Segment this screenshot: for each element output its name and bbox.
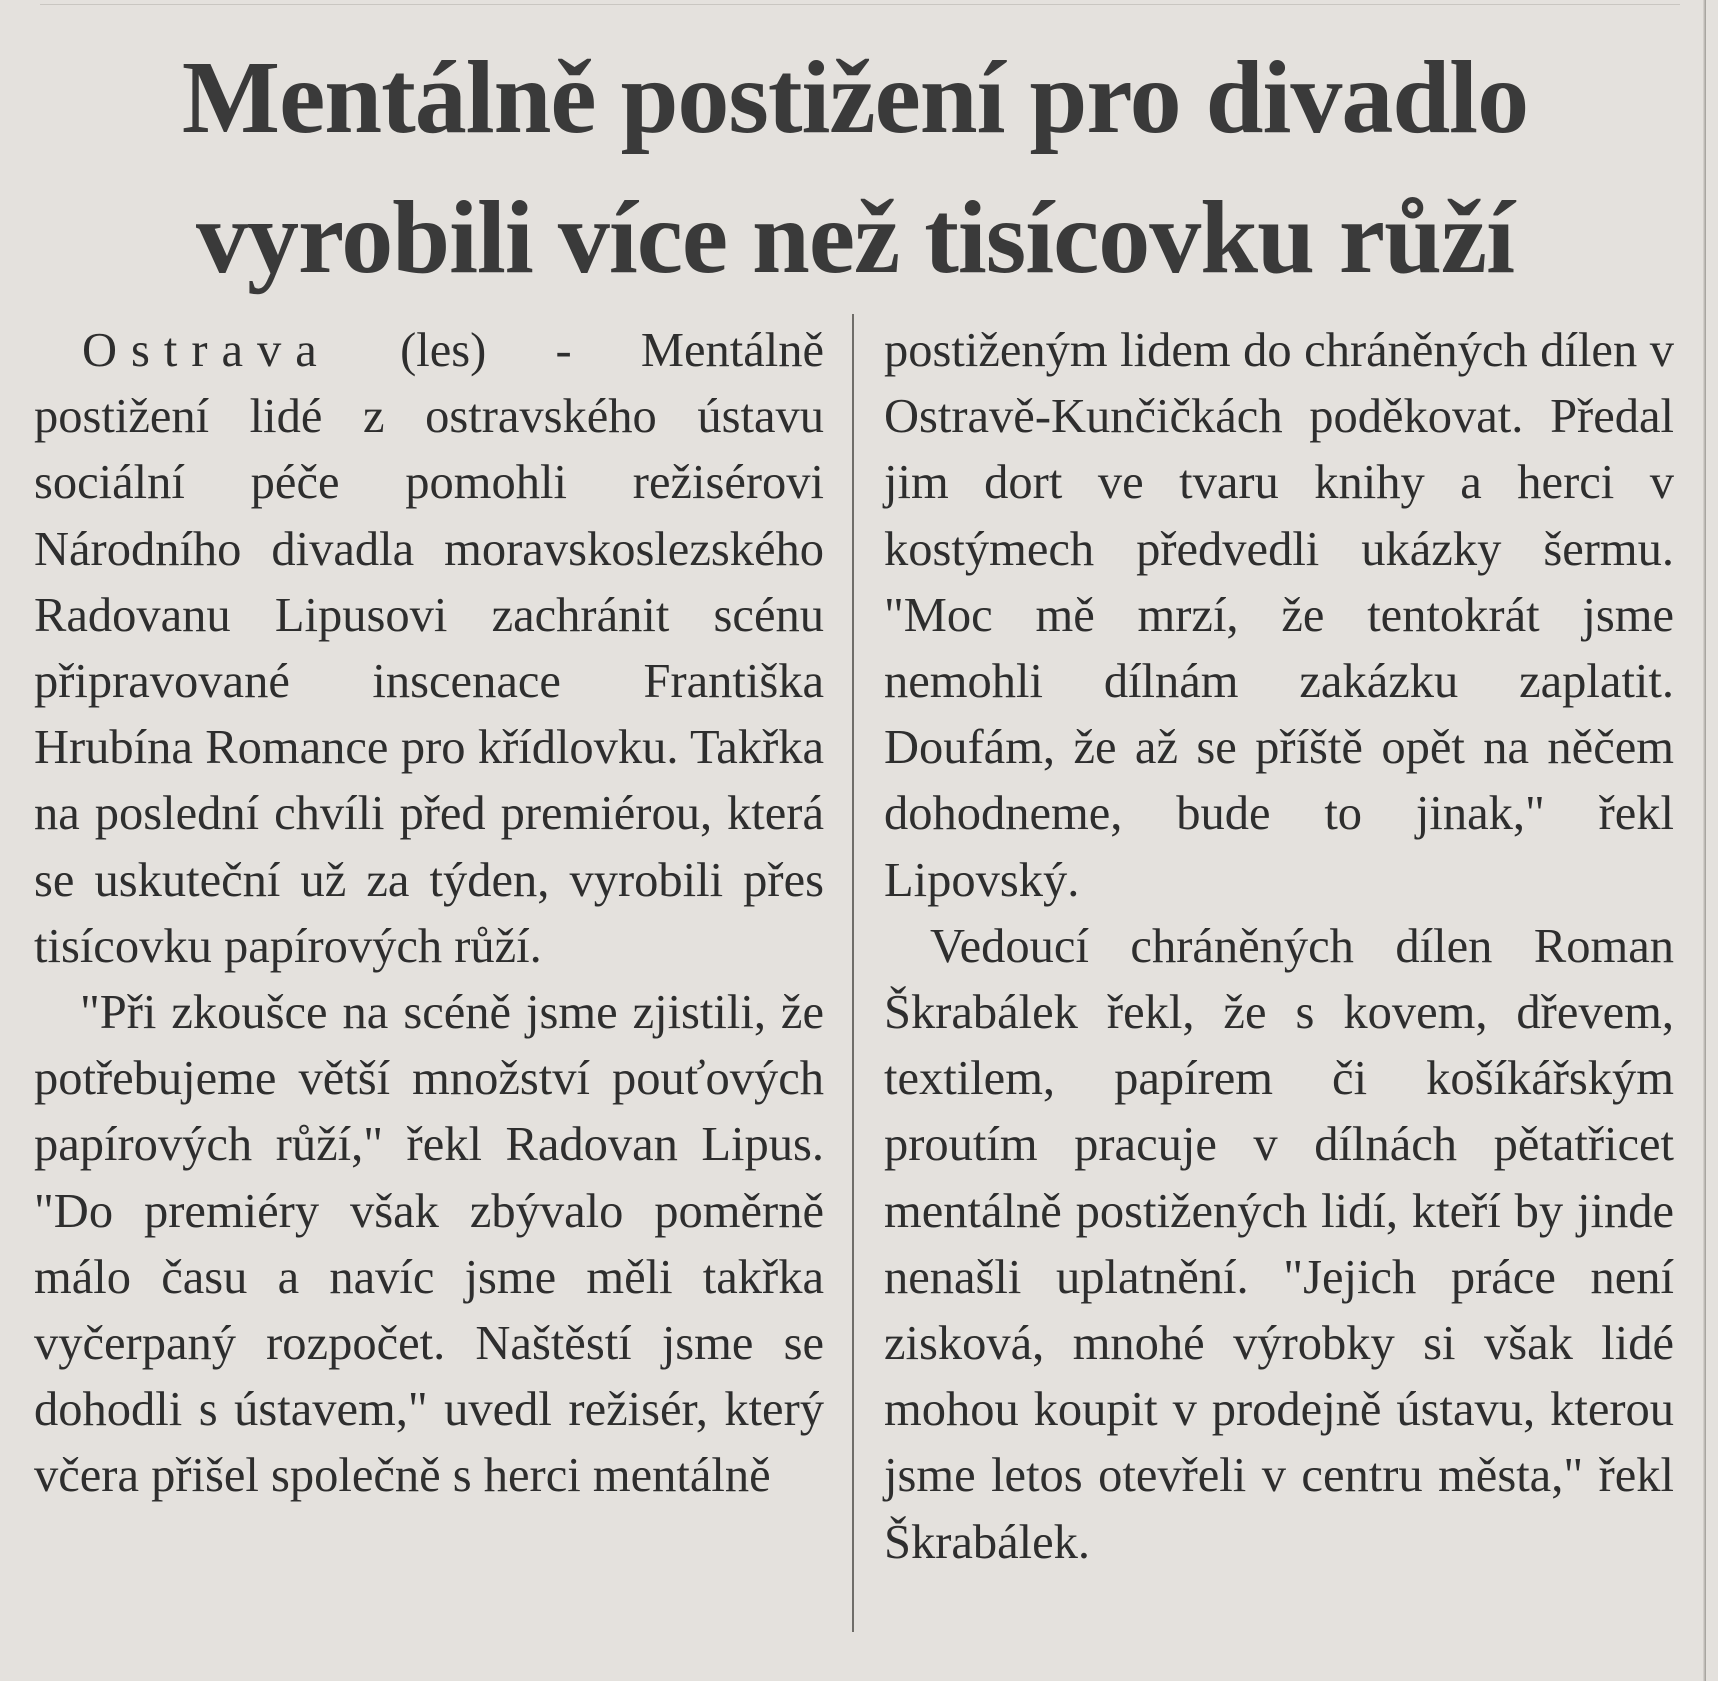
article-paragraph-3: Vedoucí chráněných dílen Roman Škrabálek řekl, že s kovem, dřevem, textilem, papírem či košíkářským proutím pracuje v dílnách pětatřicet mentálně postižených lidí, kteří by jinde nenašli uplatnění. "Jejich práce není zisková, mnohé výrobky si však lidé mohou koupit v prodejně ústavu, kterou jsme letos otevřeli v centru města," řekl Škrabálek. xyxy=(884,919,1674,1569)
article-paragraph-2: "Při zkoušce na scéně jsme zjistili, že potřebujeme větší množství pouťových papírových růží," řekl Radovan Lipus. "Do premiéry však zbývalo poměrně málo času a navíc jsme měli takřka vyčerpaný rozpočet. Naštěstí jsme se dohodli s ústavem," uvedl režisér, který včera přišel společně s herci mentálně xyxy=(34,986,824,1503)
headline-line-1: Mentálně postižení pro divadlo xyxy=(181,40,1529,155)
article-column-left xyxy=(34,318,824,1510)
clipping-right-edge xyxy=(1703,0,1706,1681)
article-headline xyxy=(30,28,1680,308)
article-column-right xyxy=(884,318,1674,1576)
clipping-top-edge xyxy=(40,4,1680,5)
article-paragraph-2-continued: postiženým lidem do chráněných dílen v Ostravě-Kunčičkách poděkovat. Předal jim dort ve tvaru knihy a herci v kostýmech předvedli ukázky šermu. "Moc mě mrzí, že tentokrát jsme nemohli dílnám zakázku zaplatit. Doufám, že až se příště opět na něčem dohodneme, bude to jinak," řekl Lipovský. xyxy=(884,324,1674,907)
headline-line-2: vyrobili více než tisícovku růží xyxy=(196,180,1514,295)
dateline-city: Ostrava xyxy=(82,324,331,377)
column-divider xyxy=(852,314,854,1632)
lead-text: (les) - Mentálně postižení lidé z ostravského ústavu sociální péče pomohli režisérovi Národního divadla moravskoslezského Radovanu Lipusovi zachránit scénu připravované inscenace Františka Hrubína Romance pro křídlovku. Takřka na poslední chvíli před premiérou, která se uskuteční už za týden, vyrobili přes tisícovku papírových růží. xyxy=(34,324,824,973)
article-lead-paragraph xyxy=(34,318,824,980)
